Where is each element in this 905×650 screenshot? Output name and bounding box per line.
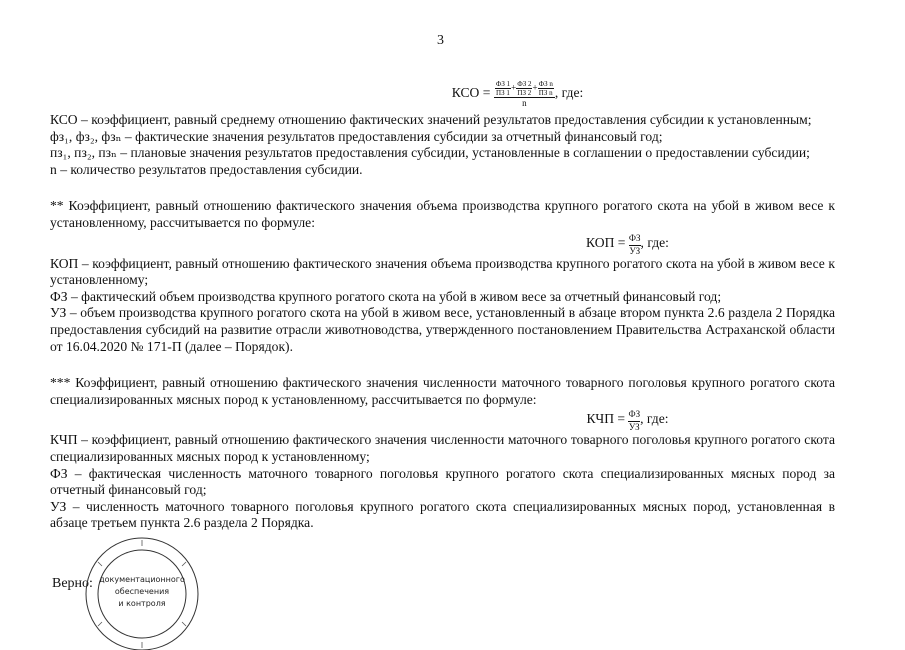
kso-def-4: n – количество результатов предоставления субсидии. xyxy=(50,161,363,177)
kso-fraction xyxy=(494,80,555,108)
kop-intro: ** Коэффициент, равный отношению фактического значения объема производства крупного рогатого скота на убой в живом весе к установленному, рассчитывается по формуле: xyxy=(50,198,835,230)
kchp-intro: *** Коэффициент, равный отношению фактического значения численности маточного товарного поголовья крупного рогатого скота специализированных мясных пород к установленному, рассчитывается по формуле: xyxy=(50,375,835,407)
kop-def-3: УЗ – объем производства крупного рогатого скота на убой в живом весе, установленный в абзаце втором пункта 2.6 раздела 2 Порядка предоставления субсидий на развитие отрасли животноводства, утвержденного постановлением Правительства Астраханской области от 16.04.2020 № 171-П (далее – Порядок). xyxy=(50,305,835,354)
verno-label: Верно: xyxy=(52,576,93,591)
kso-def-1: КСО – коэффициент, равный среднему отношению фактических значений результатов предоставления субсидии к установленным; xyxy=(50,112,812,127)
document-body xyxy=(50,80,835,532)
kchp-def-3: УЗ – численность маточного товарного поголовья крупного рогатого скота специализированных мясных пород, установленная в абзаце третьем пункта 2.6 раздела 2 Порядка. xyxy=(50,498,835,531)
kchp-def-2: ФЗ – фактическая численность маточного товарного поголовья крупного рогатого скота специализированных мясных пород за отчетный финансовый год; xyxy=(50,465,835,498)
kso-lhs: КСО = xyxy=(451,85,491,101)
stamp-line-1: документационного xyxy=(99,575,185,584)
kso-def-3: пз₁, пз₂, пзₙ – плановые значения результатов предоставления субсидии, установленные в соглашении о предоставлении субсидии; xyxy=(50,145,810,161)
kso-numerator: $\frac{ФЗ 1}{ПЗ 1}$ + $\frac{ФЗ 2}{ПЗ 2}$ + $\frac{\text{ФЗ n}}{\text{ПЗ n}}$ xyxy=(495,80,553,97)
stamp-line-2: обеспечения xyxy=(114,587,170,596)
stamp-line-3: и контроля xyxy=(118,599,166,608)
kop-def-1: КОП – коэффициент, равный отношению фактического значения объема производства крупного рогатого скота на убой в живом весе к установленному; xyxy=(50,255,835,288)
page-number: 3 xyxy=(437,33,444,48)
kso-denominator: n xyxy=(522,98,527,108)
official-stamp-icon xyxy=(78,532,206,650)
kop-def-2: ФЗ – фактический объем производства крупного рогатого скота на убой в живом весе за отчетный финансовый год; xyxy=(50,288,722,304)
kso-def-2: фз₁, фз₂, фзₙ – фактические значения результатов предоставления субсидии за отчетный финансовый год; xyxy=(50,128,663,144)
kchp-def-1: КЧП – коэффициент, равный отношению фактического значения численности маточного товарного поголовья крупного рогатого скота специализированных мясных пород к установленному; xyxy=(50,432,835,464)
kop-formula: КОП = $\frac{ФЗ}{УЗ}$ , где: xyxy=(586,232,669,256)
kso-formula xyxy=(50,80,835,108)
kchp-formula: КЧП = $\frac{ФЗ}{УЗ}$ , где: xyxy=(586,409,669,433)
kso-tail: , где: xyxy=(554,85,584,101)
